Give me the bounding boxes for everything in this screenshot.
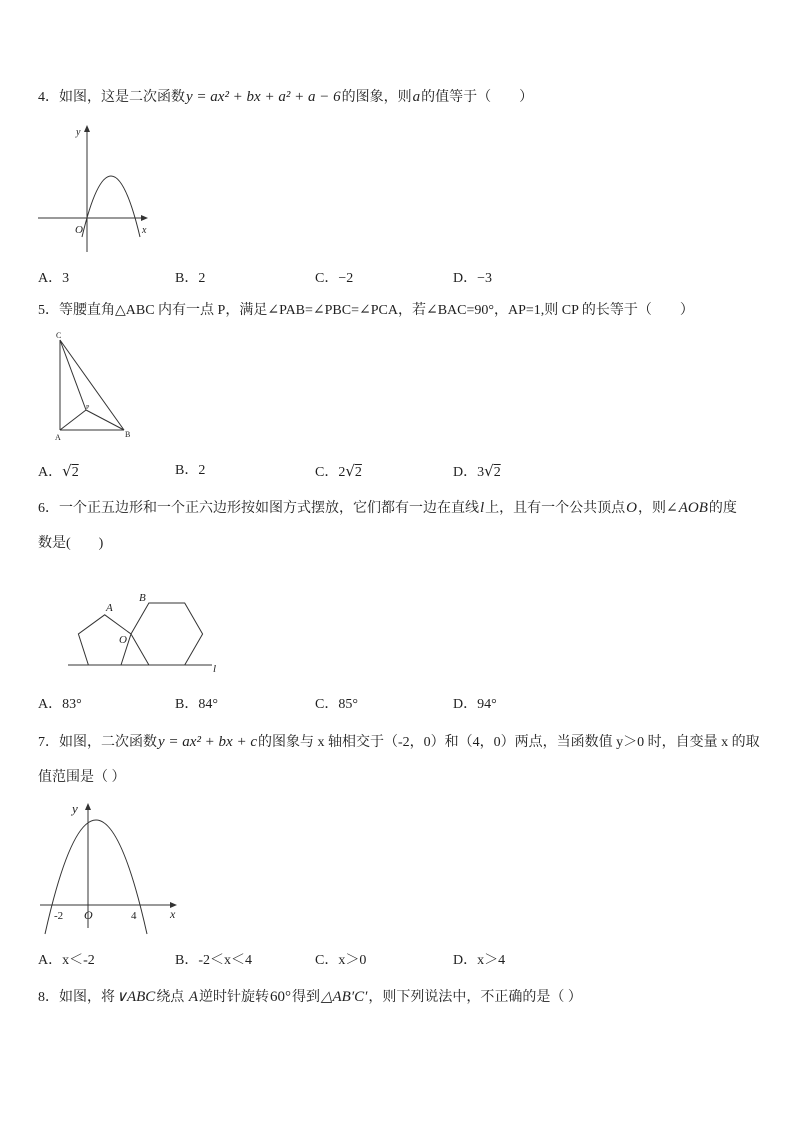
q7-option-a: A．x＜-2 bbox=[38, 953, 95, 968]
q5-option-c-radicand: 2 bbox=[354, 465, 362, 480]
q5-triangle-figure bbox=[45, 328, 140, 445]
q4-text-1: 4．如图，这是二次函数 bbox=[38, 90, 185, 105]
q4-parabola-curve bbox=[82, 176, 140, 237]
q7-origin-label: O bbox=[84, 908, 93, 922]
q7-text-2: 的图象与 x 轴相交于（-2，0）和（4，0）两点，当函数值 y＞0 时，自变量 x 的取 bbox=[258, 735, 760, 750]
q8-stem bbox=[38, 987, 582, 1007]
q7-text-3: 值范围是（ ） bbox=[38, 770, 126, 785]
q7-stem-line-1 bbox=[38, 732, 760, 752]
q4-text-3: 的值等于（ ） bbox=[421, 90, 534, 105]
q5-option-d bbox=[453, 461, 501, 481]
q6-polygons-figure bbox=[60, 592, 230, 674]
q7-tick-4: 4 bbox=[131, 910, 137, 922]
q6-label-b: B bbox=[139, 592, 146, 604]
q6-hexagon bbox=[131, 603, 203, 665]
q5-option-c-radical-sign: √ bbox=[345, 462, 355, 480]
q4-text-2: 的图象，则 bbox=[341, 90, 412, 105]
q7-parabola-graph bbox=[35, 798, 185, 938]
q5-label-p: P bbox=[86, 405, 90, 411]
q7-option-d: D．x＞4 bbox=[453, 953, 506, 968]
q6-option-b: B．84° bbox=[175, 697, 218, 712]
q6-text-5: 数是( ) bbox=[38, 536, 104, 551]
q7-y-axis-arrow bbox=[85, 803, 91, 810]
q6-stem-line-1 bbox=[38, 498, 737, 518]
q6-angle-aob: AOB bbox=[678, 500, 708, 516]
q4-x-axis-arrow bbox=[141, 215, 148, 221]
q8-point-a: A bbox=[188, 989, 198, 1005]
q4-stem bbox=[38, 87, 533, 107]
q6-point-o: O bbox=[626, 500, 638, 516]
q5-option-a-prefix: A． bbox=[38, 465, 63, 480]
q6-stem-line-2 bbox=[38, 534, 103, 554]
q5-option-a bbox=[38, 461, 79, 481]
q8-text-5: ，则下列说法中，不正确的是（ ） bbox=[368, 990, 582, 1005]
q6-label-l: l bbox=[213, 663, 217, 674]
q4-x-label: x bbox=[142, 225, 147, 236]
q5-option-a-radicand: 2 bbox=[71, 465, 79, 480]
q7-tick-neg2: -2 bbox=[54, 910, 64, 922]
q7-option-c: C．x＞0 bbox=[315, 953, 367, 968]
q5-option-b bbox=[175, 461, 205, 481]
q8-triangle-abc: ∨ABC bbox=[116, 989, 156, 1005]
q5-label-b: B bbox=[125, 430, 131, 439]
q5-segment-ap bbox=[60, 410, 86, 430]
q6-line-l: l bbox=[480, 500, 485, 516]
q5-label-a: A bbox=[55, 433, 61, 442]
q7-stem-line-2 bbox=[38, 768, 126, 788]
q4-y-axis-arrow bbox=[84, 125, 90, 132]
q8-text-4: 得到 bbox=[291, 990, 320, 1005]
q4-option-a: A．3 bbox=[38, 271, 70, 286]
q5-text: 5．等腰直角△ABC 内有一点 P，满足∠PAB=∠PBC=∠PCA，若∠BAC=90°，AP=1,则 CP 的长等于（ ） bbox=[38, 303, 694, 318]
q7-x-label: x bbox=[170, 907, 176, 921]
q8-text-3: 逆时针旋转 bbox=[198, 990, 269, 1005]
q7-function-formula: y = ax² + bx + c bbox=[158, 734, 257, 750]
q8-text-1: 8．如图，将 bbox=[38, 990, 115, 1005]
q5-options bbox=[0, 461, 794, 481]
q6-option-d: D．94° bbox=[453, 697, 497, 712]
q6-label-o: O bbox=[119, 634, 127, 646]
q5-option-a-radical-sign: √ bbox=[62, 462, 72, 480]
q6-text-4: 的度 bbox=[708, 501, 737, 516]
q4-function-formula: y = ax² + bx + a² + a − 6 bbox=[186, 89, 341, 105]
q8-rotation-angle: 60° bbox=[269, 989, 291, 1005]
q4-parabola-graph bbox=[30, 120, 160, 255]
q5-option-c bbox=[315, 461, 362, 481]
q6-options bbox=[0, 695, 794, 715]
q6-option-a: A．83° bbox=[38, 697, 82, 712]
q5-option-d-radicand: 2 bbox=[493, 465, 501, 480]
q5-segment-cp bbox=[60, 340, 86, 410]
q6-text-2: 上，且有一个公共顶点 bbox=[485, 501, 626, 516]
q5-label-c: C bbox=[56, 331, 62, 340]
q4-option-d: D．−3 bbox=[453, 271, 493, 286]
q5-option-c-prefix: C．2 bbox=[315, 465, 346, 480]
q5-stem bbox=[38, 301, 694, 321]
q7-options bbox=[0, 951, 794, 971]
q7-text-1: 7．如图，二次函数 bbox=[38, 735, 157, 750]
q5-option-d-radical-sign: √ bbox=[484, 462, 494, 480]
q6-text-1: 6．一个正五边形和一个正六边形按如图方式摆放，它们都有一边在直线 bbox=[38, 501, 479, 516]
q5-segment-pb bbox=[86, 410, 124, 430]
q4-option-c: C．−2 bbox=[315, 271, 354, 286]
q6-text-3: ，则∠ bbox=[638, 501, 678, 516]
q4-options bbox=[0, 269, 794, 289]
q4-y-label: y bbox=[76, 127, 81, 138]
q5-side-cb bbox=[60, 340, 124, 430]
q7-y-label: y bbox=[72, 801, 78, 816]
q5-option-d-prefix: D．3 bbox=[453, 465, 485, 480]
q5-option-b-prefix: B．2 bbox=[175, 463, 206, 478]
q8-triangle-ab-c-prime: △AB′C′ bbox=[320, 989, 368, 1005]
q6-option-c: C．85° bbox=[315, 697, 358, 712]
q8-text-2: 绕点 bbox=[156, 990, 188, 1005]
q4-option-b: B．2 bbox=[175, 271, 206, 286]
q4-origin-label: O bbox=[75, 224, 83, 236]
q7-option-b: B．-2＜x＜4 bbox=[175, 953, 252, 968]
q4-variable-a: a bbox=[412, 89, 421, 105]
q6-label-a: A bbox=[106, 602, 113, 614]
